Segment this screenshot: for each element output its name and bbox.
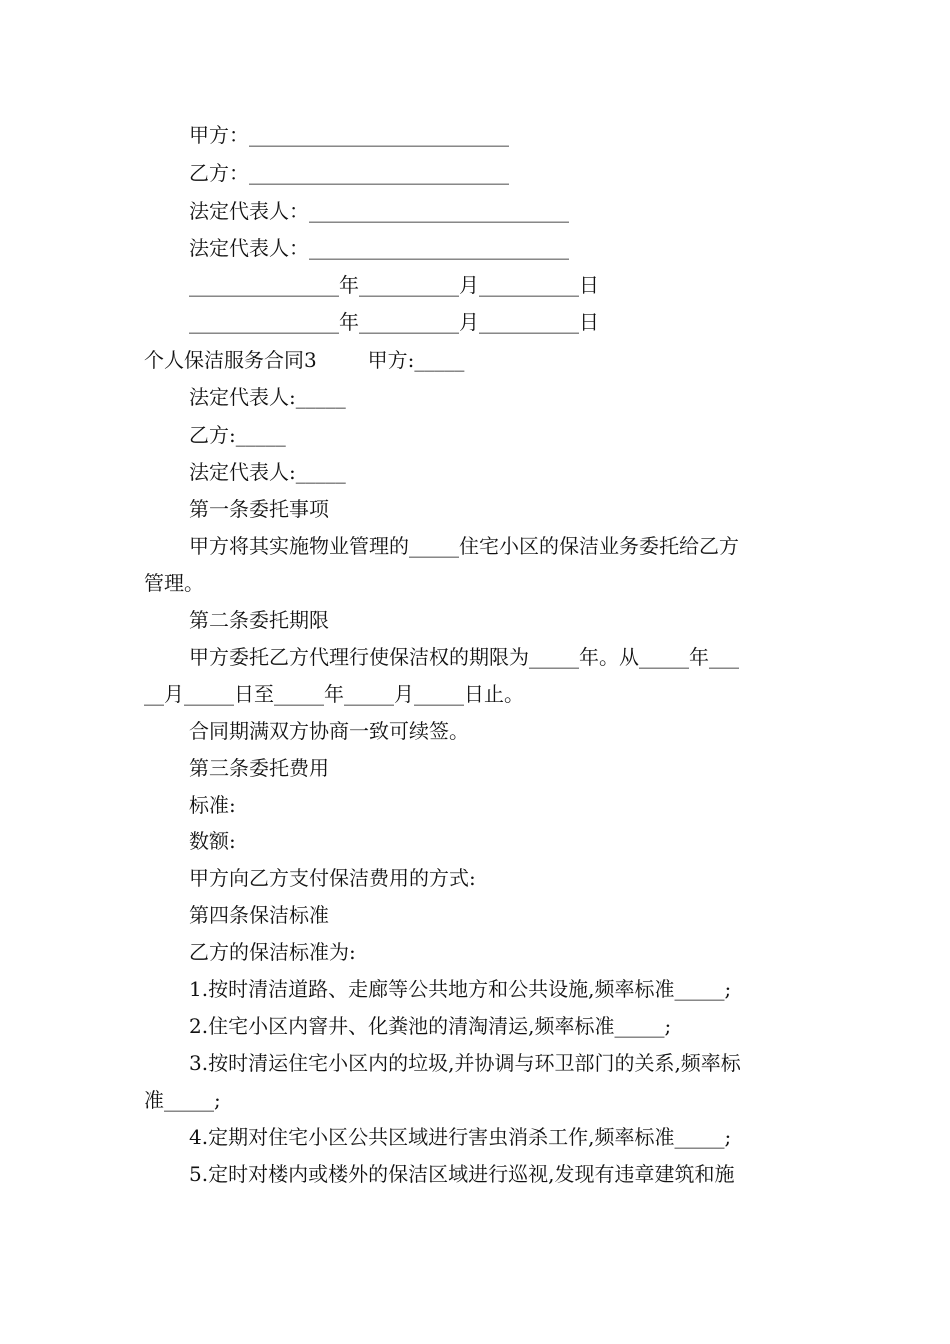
party-a-line: 甲方：__________________________ — [189, 123, 509, 147]
party-b-line: 乙方:_____ — [189, 423, 286, 447]
list-item: 1.按时清洁道路、走廊等公共地方和公共设施,频率标准_____; — [189, 977, 732, 1001]
list-item: 4.定期对住宅小区公共区域进行害虫消杀工作,频率标准_____; — [189, 1125, 732, 1149]
list-item: 2.住宅小区内窨井、化粪池的清淘清运,频率标准_____; — [189, 1014, 672, 1038]
legal-rep-line: 法定代表人:_____ — [189, 385, 346, 409]
date-line: _______________年__________月__________日 — [189, 310, 599, 334]
legal-rep-line: 法定代表人：__________________________ — [189, 236, 569, 260]
paragraph-line: 甲方将其实施物业管理的_____住宅小区的保洁业务委托给乙方 — [189, 534, 739, 558]
article-heading: 第四条保洁标准 — [189, 903, 329, 927]
article-heading: 第一条委托事项 — [189, 497, 329, 521]
paragraph-line: 合同期满双方协商一致可续签。 — [189, 719, 469, 743]
legal-rep-line: 法定代表人:_____ — [189, 460, 346, 484]
date-line: _______________年__________月__________日 — [189, 273, 599, 297]
field-label: 标准: — [189, 793, 236, 817]
paragraph-line: 甲方委托乙方代理行使保洁权的期限为_____年。从_____年___ — [189, 645, 739, 669]
article-heading: 第三条委托费用 — [189, 756, 329, 780]
list-item: 3.按时清运住宅小区内的垃圾,并协调与环卫部门的关系,频率标 — [189, 1051, 741, 1075]
paragraph-line: __月_____日至_____年_____月_____日止。 — [144, 682, 524, 706]
paragraph-line: 管理。 — [144, 571, 204, 595]
paragraph-line: 乙方的保洁标准为: — [189, 940, 356, 964]
legal-rep-line: 法定代表人：__________________________ — [189, 199, 569, 223]
paragraph-line: 甲方向乙方支付保洁费用的方式: — [189, 866, 476, 890]
list-item-continuation: 准_____; — [144, 1088, 221, 1112]
list-item: 5.定时对楼内或楼外的保洁区域进行巡视,发现有违章建筑和施 — [189, 1162, 735, 1186]
party-b-line: 乙方：__________________________ — [189, 161, 509, 185]
article-heading: 第二条委托期限 — [189, 608, 329, 632]
contract-title-line: 个人保洁服务合同3 甲方:_____ — [144, 348, 465, 372]
field-label: 数额: — [189, 829, 236, 853]
